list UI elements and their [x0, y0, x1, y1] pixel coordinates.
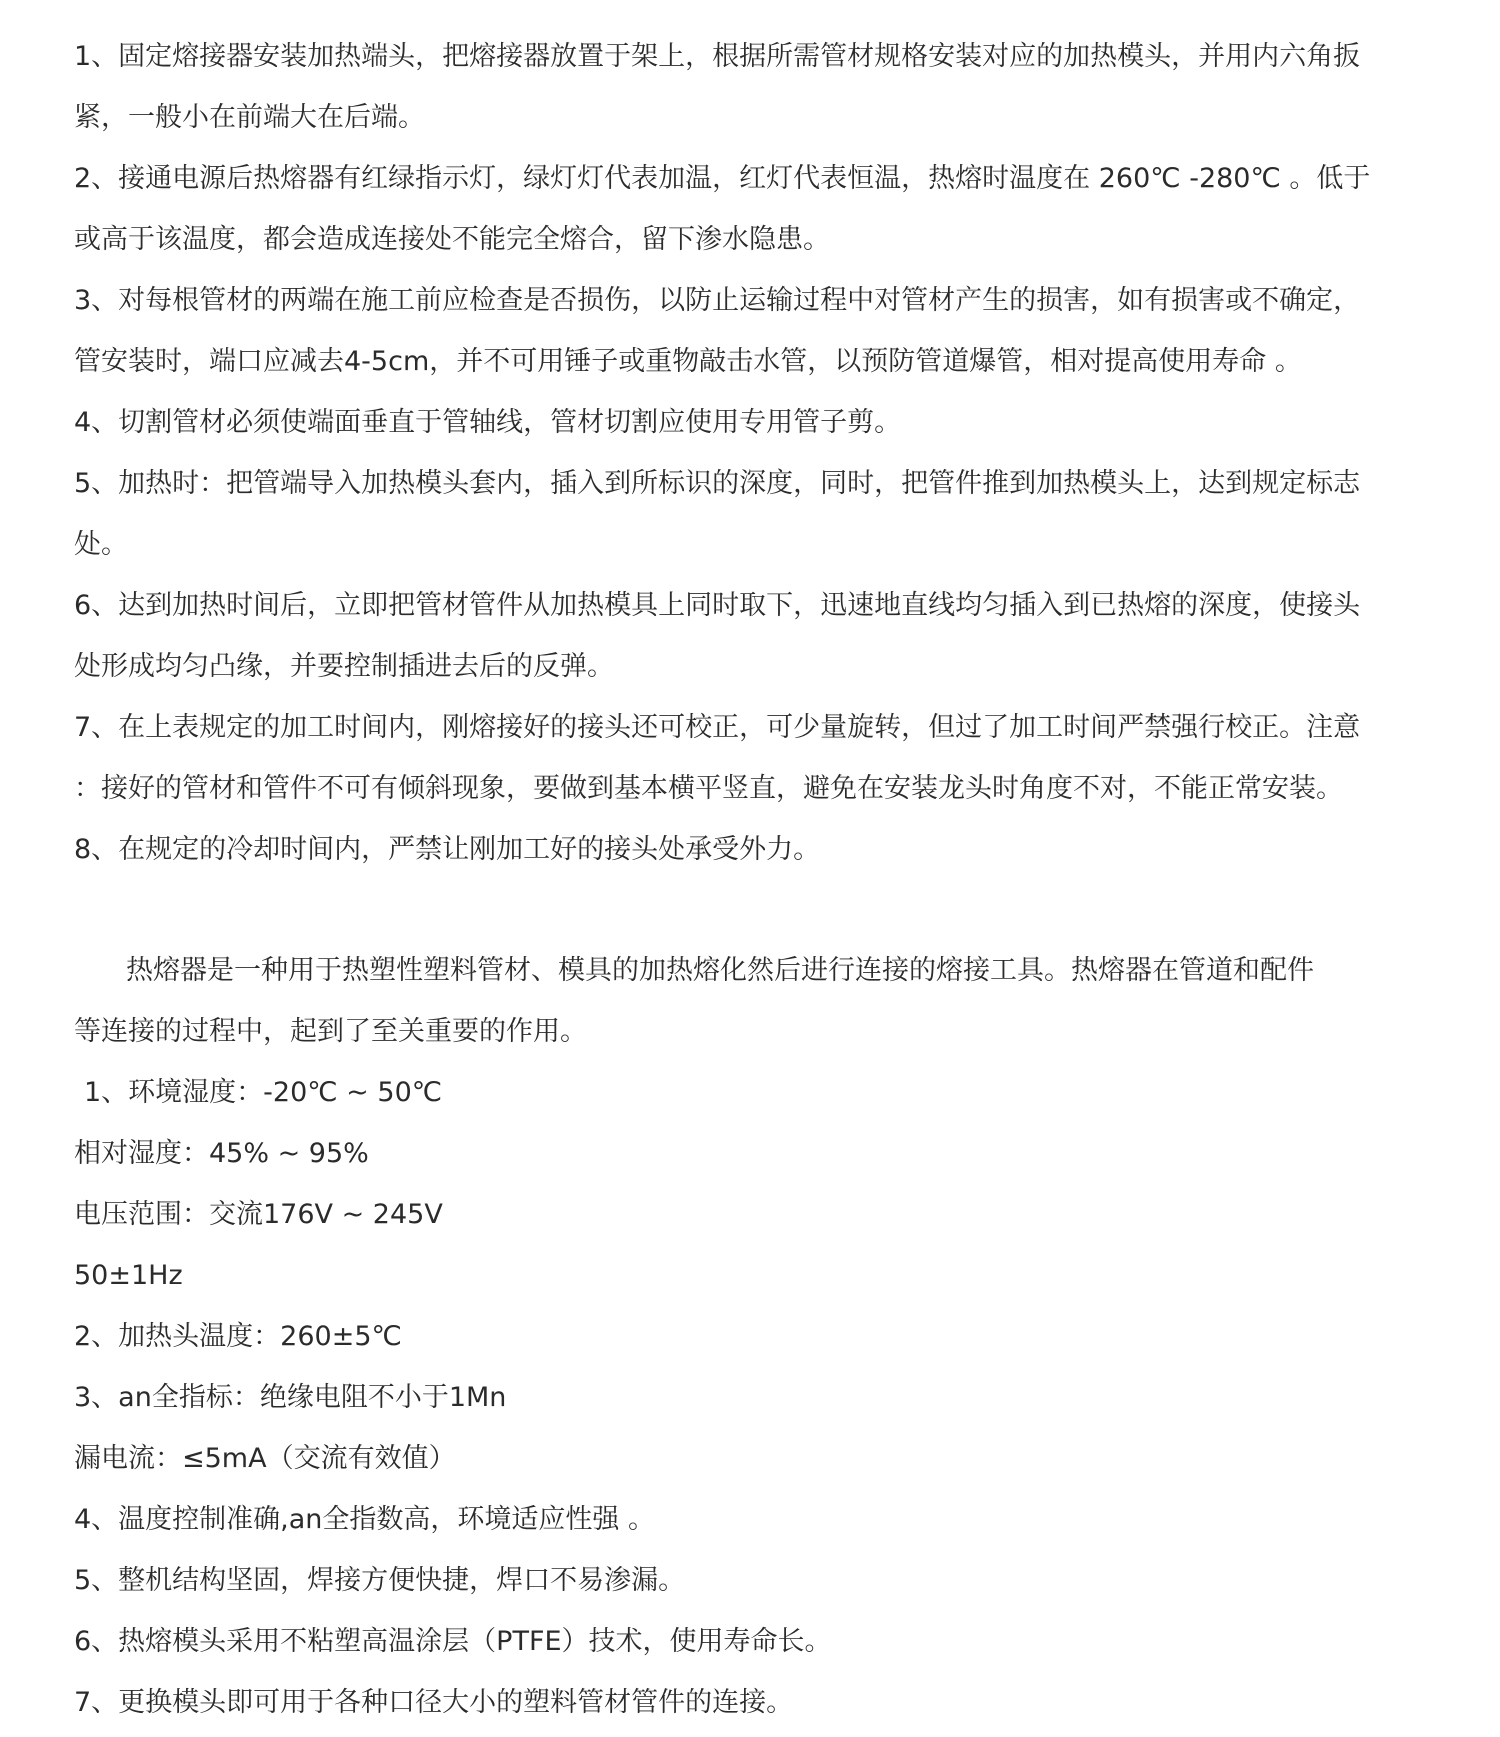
spec-line: 7、更换模头即可用于各种口径大小的塑料管材管件的连接。 [74, 1687, 794, 1718]
specs-section [74, 1062, 1448, 1733]
spec-line: 6、热熔模头采用不粘塑高温涂层（PTFE）技术，使用寿命长。 [74, 1626, 832, 1657]
intro-line-1: 热熔器是一种用于热塑性塑料管材、模具的加热熔化然后进行连接的熔接工具。热熔器在管道和配件 [126, 955, 1314, 986]
instruction-line: 3、对每根管材的两端在施工前应检查是否损伤，以防止运输过程中对管材产生的损害，如有损害或不确定， [74, 285, 1361, 316]
instruction-line: 6、达到加热时间后，立即把管材管件从加热模具上同时取下，迅速地直线均匀插入到已热熔的深度，使接头 [74, 590, 1361, 621]
spec-line: 2、加热头温度：260±5℃ [74, 1321, 402, 1352]
section-gap [74, 880, 1448, 940]
spec-line: 50±1Hz [74, 1260, 183, 1291]
instruction-line: 管安装时，端口应减去4-5cm，并不可用锤子或重物敲击水管，以预防管道爆管，相对提高使用寿命 。 [74, 346, 1302, 377]
instruction-line: 紧，一般小在前端大在后端。 [74, 102, 425, 133]
instruction-line: 5、加热时：把管端导入加热模头套内，插入到所标识的深度，同时，把管件推到加热模头上，达到规定标志 [74, 468, 1361, 499]
spec-line: 相对湿度：45% ~ 95% [74, 1138, 369, 1169]
spec-line: 漏电流：≤5mA（交流有效值） [74, 1443, 456, 1474]
instruction-line: 处。 [74, 529, 128, 560]
spec-line: 3、an全指标：绝缘电阻不小于1Mn [74, 1382, 507, 1413]
spec-line: 1、环境湿度：-20℃ ~ 50℃ [84, 1077, 443, 1108]
instruction-line: 处形成均匀凸缘，并要控制插进去后的反弹。 [74, 651, 614, 682]
instructions-section [74, 26, 1448, 880]
instruction-line: 或高于该温度，都会造成连接处不能完全熔合，留下渗水隐患。 [74, 224, 830, 255]
instruction-line: ：接好的管材和管件不可有倾斜现象，要做到基本横平竖直，避免在安装龙头时角度不对，不能正常安装。 [74, 773, 1343, 804]
spec-line: 5、整机结构坚固，焊接方便快捷，焊口不易渗漏。 [74, 1565, 686, 1596]
intro-line-2: 等连接的过程中，起到了至关重要的作用。 [74, 1016, 587, 1047]
instruction-line: 1、固定熔接器安装加热端头，把熔接器放置于架上，根据所需管材规格安装对应的加热模头，并用内六角扳 [74, 41, 1361, 72]
instruction-line: 4、切割管材必须使端面垂直于管轴线，管材切割应使用专用管子剪。 [74, 407, 902, 438]
document-content [74, 26, 1448, 1733]
spec-line: 电压范围：交流176V ~ 245V [74, 1199, 443, 1230]
spec-line: 4、温度控制准确,an全指数高，环境适应性强 。 [74, 1504, 656, 1535]
instruction-line: 7、在上表规定的加工时间内，刚熔接好的接头还可校正，可少量旋转，但过了加工时间严禁强行校正。注意 [74, 712, 1361, 743]
instruction-line: 8、在规定的冷却时间内，严禁让刚加工好的接头处承受外力。 [74, 834, 821, 865]
intro-paragraph [74, 940, 1448, 1062]
instruction-line: 2、接通电源后热熔器有红绿指示灯，绿灯灯代表加温，红灯代表恒温，热熔时温度在 260℃ -280℃ 。低于 [74, 163, 1371, 194]
